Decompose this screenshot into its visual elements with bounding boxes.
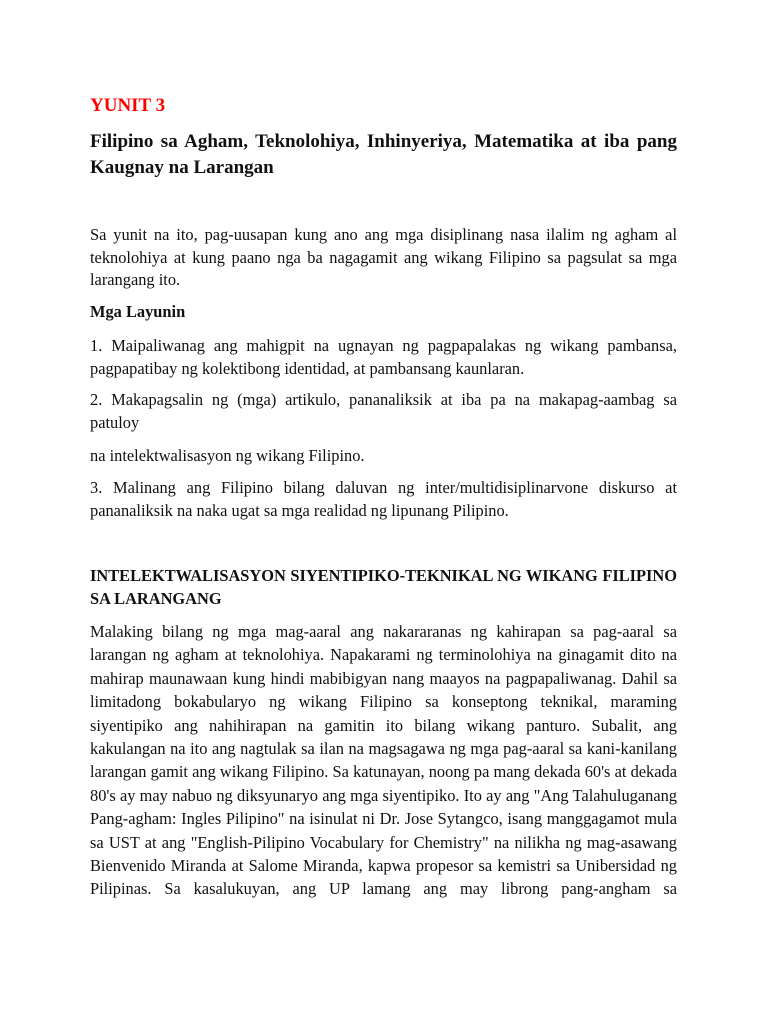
objectives-heading: Mga Layunin	[90, 302, 186, 321]
objective-item: 2. Makapagsalin ng (mga) artikulo, pananaliksik at iba pa na makapag-aambag sa patuloy	[90, 390, 677, 432]
section-heading: INTELEKTWALISASYON SIYENTIPIKO-TEKNIKAL NG WIKANG FILIPINO SA LARANGANG	[90, 566, 677, 608]
objective-item: 1. Maipaliwanag ang mahigpit na ugnayan ng pagpapalakas ng wikang pambansa, pagpapatibay ng kolektibong identidad, at pambansang kaunlaran.	[90, 336, 677, 378]
section-body-paragraph: Malaking bilang ng mga mag-aaral ang nakararanas ng kahirapan sa pag-aaral sa larangan ng agham at teknolohiya. Napakarami ng terminolohiya na ginagamit dito na mahirap maunawaan kung hindi mabibigyan nang maayos na pagpapaliwanag. Dahil sa limitadong bokabularyo ng wikang Filipino sa konseptong teknikal, maraming siyentipiko ang nahihirapan na gamitin ito bilang wikang panturo. Subalit, ang kakulangan na ito ang nagtulak sa ilan na magsagawa ng mga pag-aaral sa kani-kanilang larangan gamit ang wikang Filipino. Sa katunayan, noong pa mang dekada 60's at dekada 80's ay may nabuo ng diksyunaryo ang mga siyentipiko. Ito ay ang "Ang Talahuluganang Pang-agham: Ingles Pilipino" na isinulat ni Dr. Jose Sytangco, isang manggagamot mula sa UST at ang "English-Pilipino Vocabulary for Chemistry" na nilikha ng mag-asawang Bienvenido Miranda at Salome Miranda, kapwa propesor sa kemistri sa Unibersidad ng Pilipinas. Sa kasalukuyan, ang UP lamang ang may librong pang-angham sa	[90, 622, 677, 899]
objective-item-continued: na intelektwalisasyon ng wikang Filipino.	[90, 446, 365, 465]
unit-title: Filipino sa Agham, Teknolohiya, Inhinyeriya, Matematika at iba pang Kaugnay na Larangan	[90, 131, 677, 178]
unit-label: YUNIT 3	[90, 95, 166, 116]
objective-item: 3. Malinang ang Filipino bilang daluvan ng inter/multidisiplinarvone diskurso at pananaliksik na naka ugat sa mga realidad ng lipunang Pilipino.	[90, 478, 677, 520]
intro-paragraph: Sa yunit na ito, pag-uusapan kung ano ang mga disiplinang nasa ilalim ng agham al teknolohiya at kung paano nga ba nagagamit ang wikang Filipino sa pagsulat sa mga larangang ito.	[90, 225, 677, 289]
